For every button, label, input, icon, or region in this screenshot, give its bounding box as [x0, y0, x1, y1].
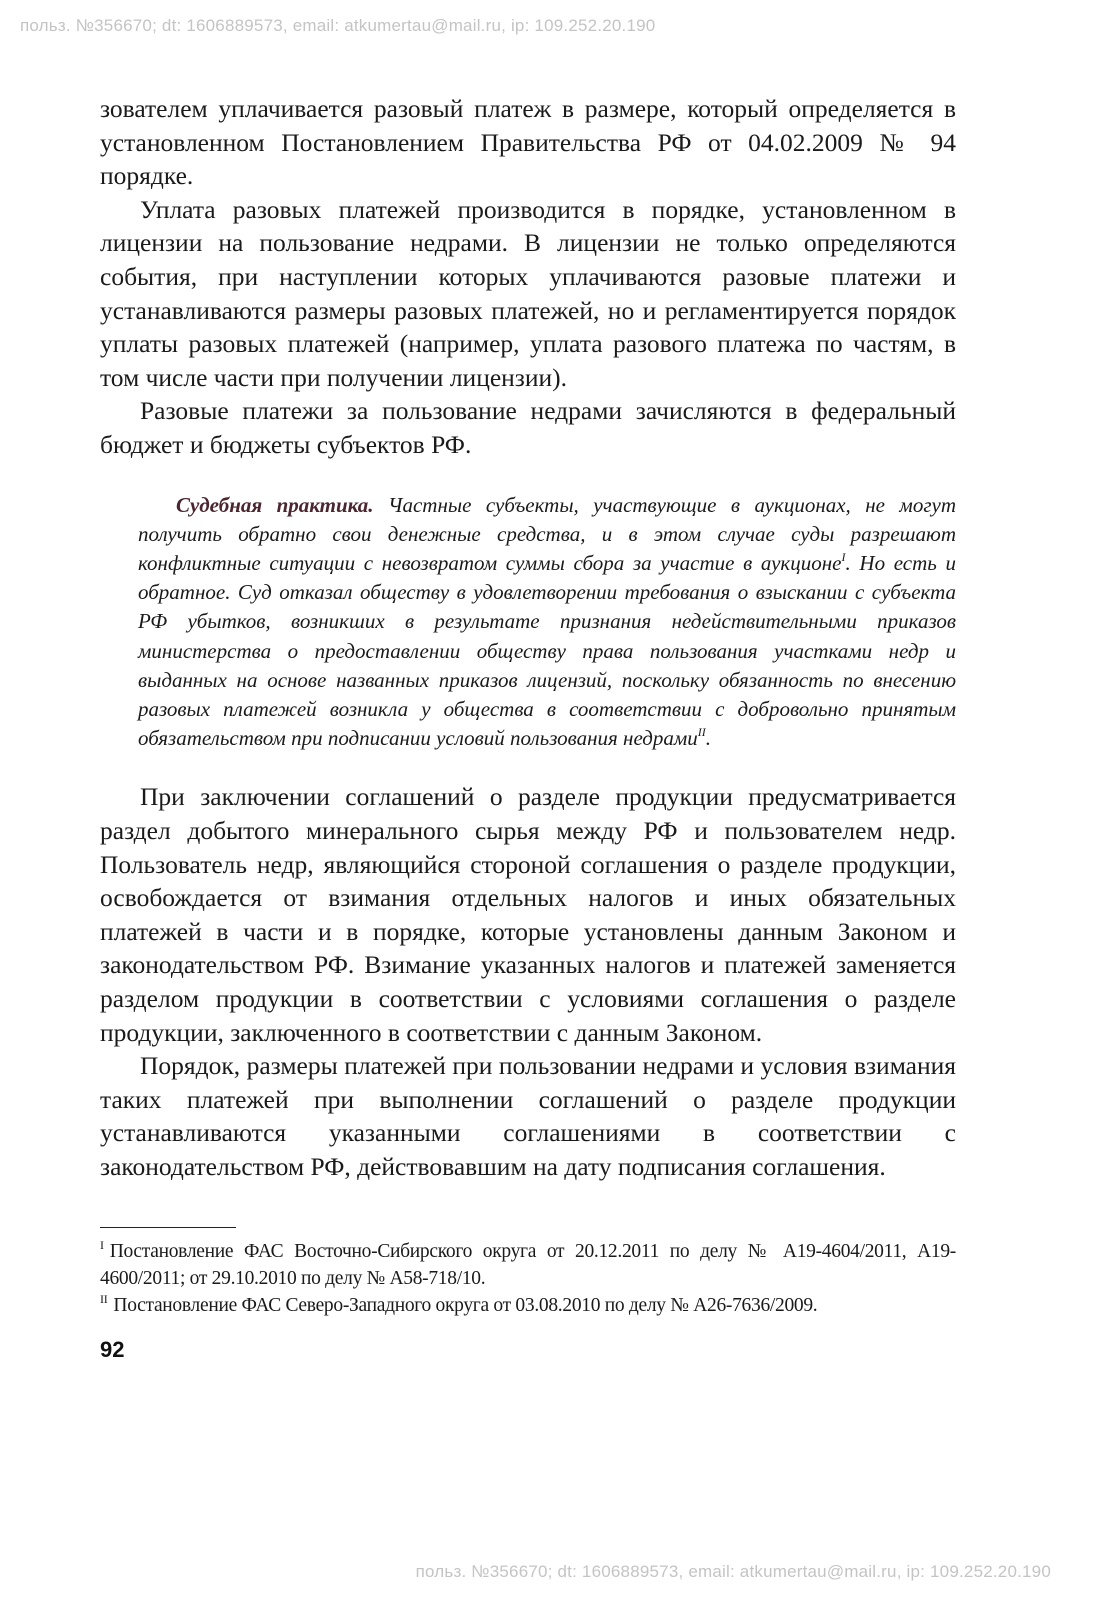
footnote-text-1: Постановление ФАС Восточно-Сибирского округа от 20.12.2011 по делу № А19-4604/2011, А19-4600/2011; от 29.10.2010 по делу № А58-718/10.	[100, 1241, 956, 1290]
paragraph-1: зователем уплачивается разовый платеж в размере, который определяется в установленном Постановлением Правительства РФ от 04.02.2009 № 94 порядке.	[100, 94, 956, 191]
footnote-text-2: Постановление ФАС Северо-Западного округа от 03.08.2010 по делу № А26-7636/2009.	[113, 1295, 818, 1317]
paragraph-2: Уплата разовых платежей производится в порядке, установленном в лицензии на пользование недрами. В лицензии не только определяются события, при наступлении которых уплачиваются разовые платежи и устанавливаются размеры разовых платежей, но и регламентируется порядок уплаты разовых платежей (например, уплата разового платежа по частям, в том числе части при получении лицензии).	[100, 194, 956, 392]
court-practice-text-1: Частные субъекты, участвующие в аукционах, не могут получить обратно свои денежные средства, и в этом случае суды разрешают конфликтные ситуации с невозвратом суммы сбора за участие в аукционе	[138, 492, 957, 575]
court-practice-block	[138, 491, 956, 754]
footnote-2	[100, 1292, 956, 1319]
footnote-divider	[100, 1227, 236, 1228]
paragraph-4: При заключении соглашений о разделе продукции предусматривается раздел добытого минерального сырья между РФ и пользователем недр. Пользователь недр, являющийся стороной соглашения о разделе продукции, освобождается от взимания отдельных налогов и иных обязательных платежей в части и в порядке, которые установлены данным Законом и законодательством РФ. Взимание указанных налогов и платежей заменяется разделом продукции в соответствии с условиями соглашения о разделе продукции, заключенного в соответствии с данным Законом.	[100, 782, 956, 1047]
footnote-mark-2: II	[100, 1292, 108, 1307]
watermark-bottom: польз. №356670; dt: 1606889573, email: atkumertau@mail.ru, ip: 109.252.20.190	[415, 1562, 1051, 1581]
footnote-ref-1[interactable]: I	[841, 549, 846, 564]
court-practice-label: Судебная практика.	[176, 492, 374, 517]
footnote-ref-2[interactable]: II	[697, 725, 706, 740]
court-practice-text-2: . Но есть и обратное. Суд отказал обществу в удовлетворении требования о взыскании с субъекта РФ убытков, возникших в результате признания недействительными приказов министерства о предоставлении обществу права пользования участками недр и выданных на основе названных приказов лицензий, поскольку обязанность по внесению разовых платежей возникла у общества в соответствии с добровольно принятым обязательством при подписании условий пользования недрами	[138, 550, 956, 751]
page-number: 92	[100, 1337, 125, 1363]
paragraph-3: Разовые платежи за пользование недрами зачисляются в федеральный бюджет и бюджеты субъектов РФ.	[100, 396, 956, 459]
court-practice-text-3: .	[705, 726, 712, 751]
watermark-top: польз. №356670; dt: 1606889573, email: atkumertau@mail.ru, ip: 109.252.20.190	[20, 16, 656, 35]
paragraph-5: Порядок, размеры платежей при пользовании недрами и условия взимания таких платежей при выполнении соглашений о разделе продукции устанавливаются указанными соглашениями в соответствии с законодательством РФ, действовавшим на дату подписания соглашения.	[100, 1051, 956, 1181]
footnote-mark-1: I	[100, 1238, 104, 1253]
page-content	[100, 92, 956, 1363]
footnote-1	[100, 1238, 956, 1292]
